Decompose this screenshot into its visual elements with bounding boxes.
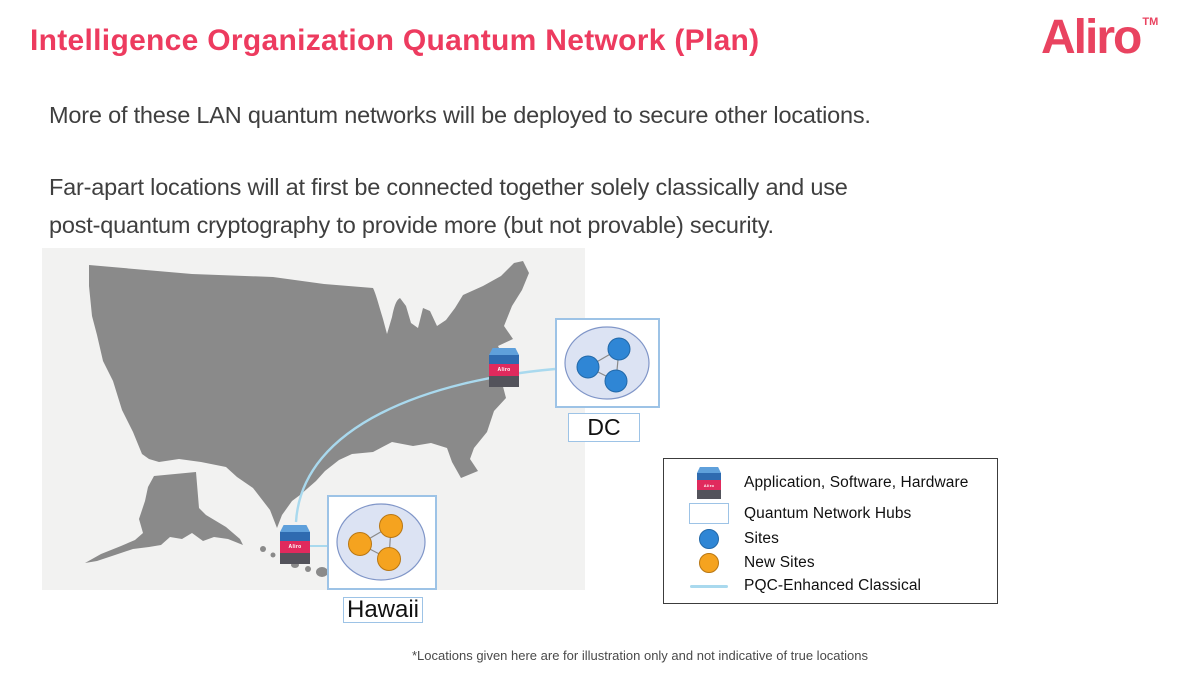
- legend-row-pqc-line: [674, 577, 987, 595]
- new-site-node: [380, 515, 403, 538]
- body-paragraph-2: [49, 168, 1039, 244]
- page-title: Intelligence Organization Quantum Network (Plan): [30, 24, 760, 57]
- body-line: Far-apart locations will at first be connected together solely classically and use: [49, 174, 848, 200]
- device-top-face: [697, 467, 721, 473]
- hub-label-text: Hawaii: [346, 596, 420, 623]
- aliro-appliance-icon: [697, 467, 721, 499]
- hub-label-text: DC: [587, 414, 621, 440]
- device-blue-band: [280, 532, 310, 541]
- quantum-hub-dc: [555, 318, 660, 408]
- new-site-node: [378, 548, 401, 571]
- footnote: *Locations given here are for illustration only and not indicative of true locations: [412, 648, 868, 663]
- new-site-node: [349, 533, 372, 556]
- legend-label: PQC-Enhanced Classical: [744, 577, 922, 594]
- device-top-face: [280, 525, 310, 532]
- legend-row-new-sites: [674, 553, 987, 573]
- us-map: [42, 248, 621, 623]
- hub-dc-sites-diagram: [557, 320, 658, 406]
- pqc-line-icon: [690, 585, 728, 588]
- us-map-svg: [42, 248, 585, 590]
- device-dark-band: [697, 490, 721, 499]
- legend-icon-cell: [674, 585, 744, 588]
- site-node: [577, 356, 599, 378]
- legend-label: Quantum Network Hubs: [744, 504, 912, 522]
- legend-row-appliance: [674, 467, 987, 499]
- trademark-symbol: TM: [1142, 16, 1159, 28]
- legend-label: Application, Software, Hardware: [744, 474, 969, 491]
- body-paragraph-1: [49, 96, 1039, 134]
- device-dark-band: [280, 553, 310, 564]
- aliro-appliance-icon: [280, 525, 310, 564]
- device-blue-band: [697, 473, 721, 480]
- legend-icon-cell: [674, 503, 744, 524]
- body-line: More of these LAN quantum networks will be deployed to secure other locations.: [49, 102, 871, 128]
- aliro-appliance-icon: [489, 348, 519, 387]
- hub-label-hawaii: [343, 597, 423, 623]
- device-brand-label: Aliro: [703, 482, 715, 488]
- device-dark-band: [489, 376, 519, 387]
- legend-label: Sites: [744, 529, 779, 547]
- body-line: post-quantum cryptography to provide more (but not provable) security.: [49, 212, 774, 238]
- device-brand-label: Aliro: [288, 544, 302, 550]
- device-brand-band: [280, 541, 310, 553]
- device-brand-band: [489, 364, 519, 376]
- site-node: [605, 370, 627, 392]
- device-brand-band: [697, 480, 721, 490]
- new-site-icon: [699, 553, 719, 573]
- alaska-shape: [85, 472, 243, 563]
- legend-row-hubs: [674, 503, 987, 524]
- legend-row-sites: [674, 529, 987, 549]
- legend-icon-cell: [674, 529, 744, 549]
- aliro-logo-text: Aliro: [1041, 11, 1141, 64]
- device-top-face: [489, 348, 519, 355]
- hub-hawaii-sites-diagram: [329, 497, 435, 588]
- aliro-logo: [1041, 10, 1158, 65]
- hub-label-dc: [568, 413, 640, 442]
- quantum-hub-hawaii: [327, 495, 437, 590]
- legend-icon-cell: [674, 553, 744, 573]
- legend-label: New Sites: [744, 553, 815, 571]
- site-node: [608, 338, 630, 360]
- site-icon: [699, 529, 719, 549]
- device-blue-band: [489, 355, 519, 364]
- legend-icon-cell: [674, 467, 744, 499]
- legend: [663, 458, 998, 604]
- quantum-hub-icon: [689, 503, 729, 524]
- device-brand-label: Aliro: [497, 367, 511, 373]
